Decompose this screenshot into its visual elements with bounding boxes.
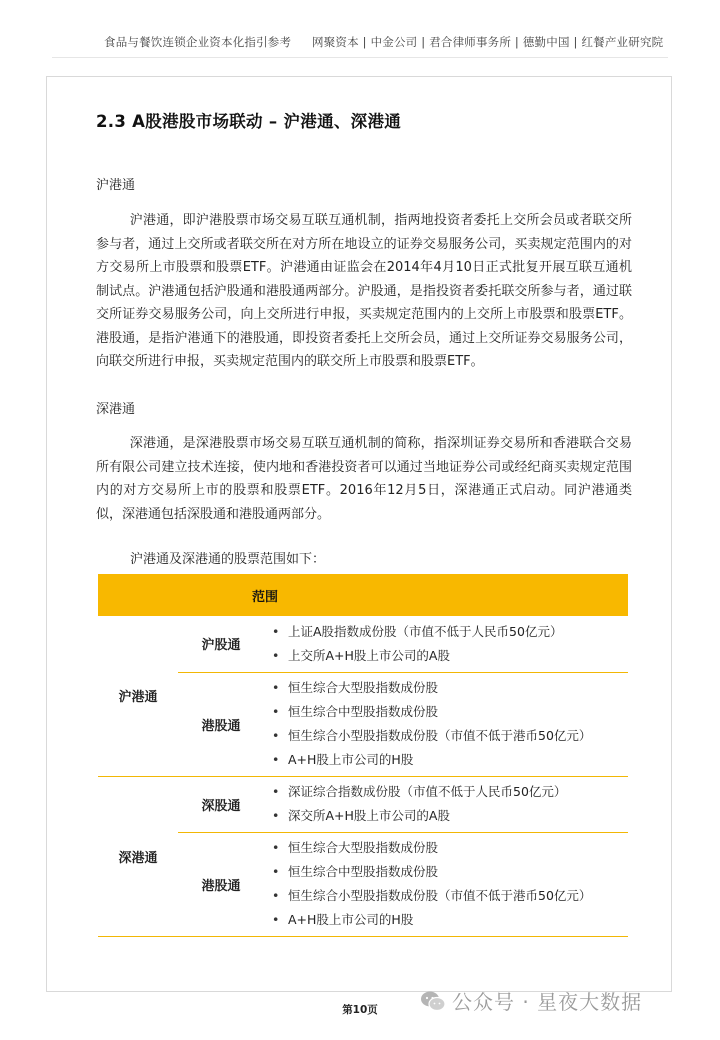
list-item: • 深证综合指数成份股（市值不低于人民币50亿元） bbox=[264, 780, 628, 804]
hgt-paragraph: 沪港通，即沪港股票市场交易互联互通机制，指两地投资者委托上交所会员或者联交所参与者，通过上交所或者联交所在对方所在地设立的证券交易服务公司，买卖规定范围内的对方交易所上市股票和股票ETF。沪港通由证监会在2014年4月10日正式批复开展互联互通机制试点。沪港通包括沪股通和港股通两部分。沪股通，是指投资者委托联交所参与者，通过联交所证券交易服务公司，向上交所进行申报，买卖规定范围内的上交所上市股票和股票ETF。港股通，是指沪港通下的港股通，即投资者委托上交所会员，通过上交所证券交易服务公司，向联交所进行申报，买卖规定范围内的联交所上市股票和股票ETF。 bbox=[96, 213, 632, 369]
scope-items bbox=[264, 672, 628, 776]
scope-items bbox=[264, 616, 628, 672]
header-rule bbox=[52, 57, 668, 58]
stock-scope-table bbox=[98, 574, 628, 937]
list-item: • 恒生综合小型股指数成份股（市值不低于港币50亿元） bbox=[264, 724, 628, 748]
group-sgt: 深港通 bbox=[118, 850, 158, 866]
sgt-heading: 深港通 bbox=[96, 402, 136, 417]
scope-items bbox=[264, 832, 628, 936]
sub-szgt: 深股通 bbox=[178, 776, 264, 832]
list-item: • 恒生综合大型股指数成份股 bbox=[264, 676, 628, 700]
scope-items bbox=[264, 776, 628, 832]
table-header-row bbox=[98, 574, 628, 616]
page-content bbox=[96, 108, 632, 567]
list-item: • 上交所A+H股上市公司的A股 bbox=[264, 644, 628, 668]
table-row bbox=[98, 672, 628, 776]
watermark bbox=[420, 986, 642, 1015]
table-row bbox=[98, 776, 628, 832]
hgt-heading: 沪港通 bbox=[96, 178, 136, 193]
sgt-paragraph: 深港通，是深港股票市场交易互联互通机制的简称，指深圳证券交易所和香港联合交易所有限公司建立技术连接，使内地和香港投资者可以通过当地证券公司或经纪商买卖规定范围内的对方交易所上市的股票和股票ETF。2016年12月5日，深港通正式启动。同沪港通类似，深港通包括深股通和港股通两部分。 bbox=[96, 436, 632, 522]
list-item: • 恒生综合中型股指数成份股 bbox=[264, 700, 628, 724]
header-left: 食品与餐饮连锁企业资本化指引参考 bbox=[104, 35, 292, 49]
table-row bbox=[98, 616, 628, 672]
list-item: • A+H股上市公司的H股 bbox=[264, 908, 628, 932]
group-hgt: 沪港通 bbox=[98, 616, 178, 776]
list-item: • 恒生综合小型股指数成份股（市值不低于港币50亿元） bbox=[264, 884, 628, 908]
sub-shgt: 沪股通 bbox=[178, 616, 264, 672]
list-item: • 上证A股指数成份股（市值不低于人民币50亿元） bbox=[264, 620, 628, 644]
sub-ggt-sz: 港股通 bbox=[201, 878, 241, 894]
header-right: 网聚资本 | 中金公司 | 君合律师事务所 | 德勤中国 | 红餐产业研究院 bbox=[312, 35, 664, 49]
list-item: • 恒生综合中型股指数成份股 bbox=[264, 860, 628, 884]
list-item: • A+H股上市公司的H股 bbox=[264, 748, 628, 772]
section-title: 2.3 A股港股市场联动 – 沪港通、深港通 bbox=[96, 112, 402, 131]
wechat-icon bbox=[420, 990, 446, 1012]
table-row bbox=[98, 832, 628, 936]
page-number: 第10页 bbox=[342, 1004, 378, 1016]
watermark-text: 公众号 · 星夜大数据 bbox=[452, 990, 643, 1014]
table-header-scope: 范围 bbox=[98, 574, 628, 616]
list-item: • 恒生综合大型股指数成份股 bbox=[264, 836, 628, 860]
sub-ggt-sh: 港股通 bbox=[178, 672, 264, 776]
list-item: • 深交所A+H股上市公司的A股 bbox=[264, 804, 628, 828]
table-intro: 沪港通及深港通的股票范围如下： bbox=[130, 552, 326, 567]
